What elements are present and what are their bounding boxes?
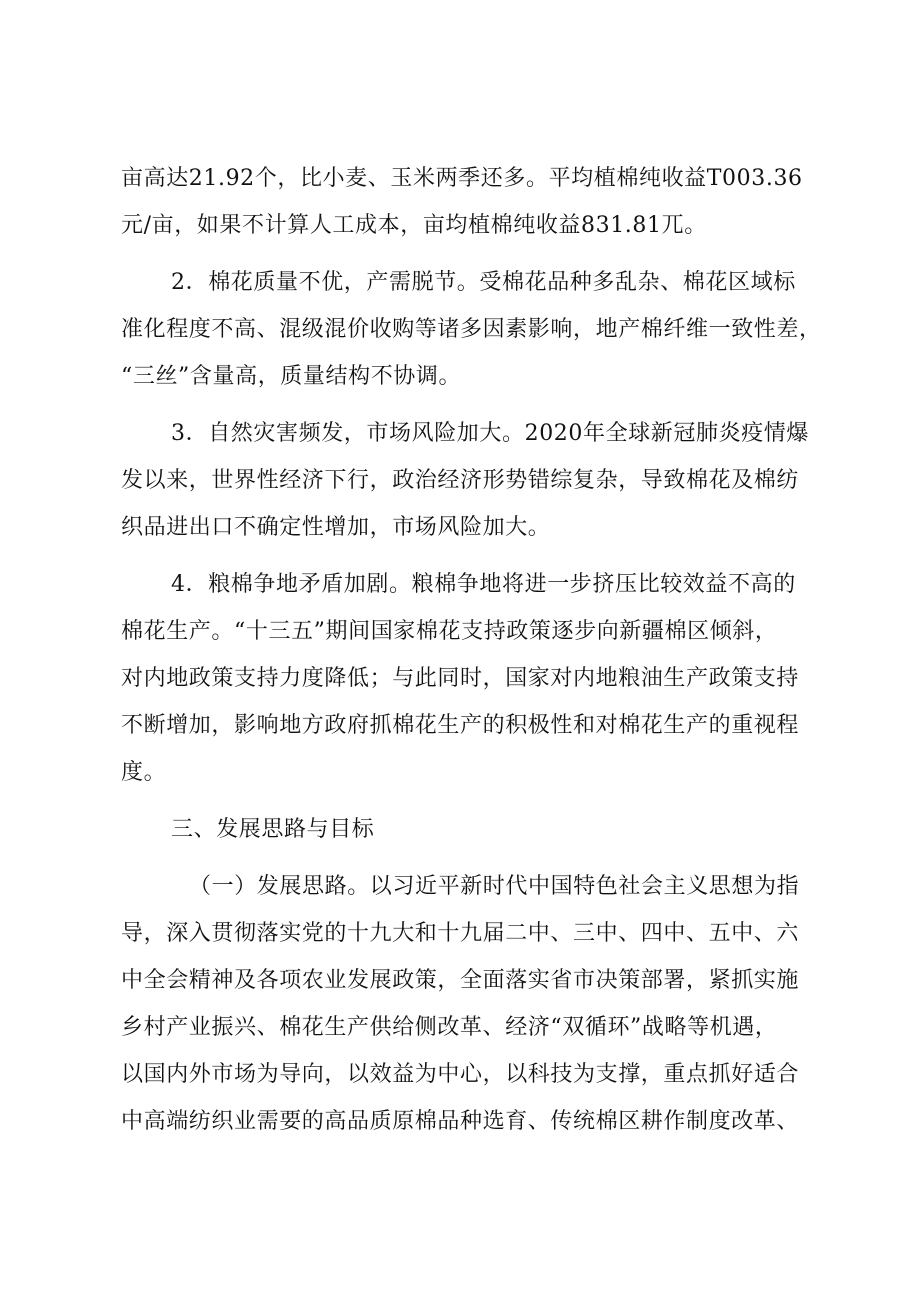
section-heading: 三、发展思路与目标	[171, 817, 375, 842]
subsection-heading-line: （一）发展思路。以习近平新时代中国特色社会主义思想为指	[189, 874, 800, 899]
paragraph-4-heading-line: 4．粮棉争地矛盾加剧。粮棉争地将进一步挤压比较效益不高的	[171, 572, 796, 597]
text-line: 亩高达21.92个，比小麦、玉米两季还多。平均植棉纯收益T003.36	[121, 166, 803, 191]
paragraph-2-heading-line: 2．棉花质量不优，产需脱节。受棉花品种多乱杂、棉花区域标	[171, 270, 796, 295]
text-line: 乡村产业振兴、棉花生产供给侧改革、经济“双循环”战略等机遇，	[121, 1015, 778, 1040]
text-line: 中全会精神及各项农业发展政策，全面落实省市决策部署，紧抓实施	[121, 968, 800, 993]
body-text	[121, 155, 822, 1145]
text-line: 不断增加，影响地方政府抓棉花生产的积极性和对棉花生产的重视程	[121, 713, 800, 738]
text-line: 对内地政策支持力度降低；与此同时，国家对内地粮油生产政策支持	[121, 666, 800, 691]
text-line: 中高端纺织业需要的高品质原棉品种选育、传统棉区耕作制度改革、	[121, 1109, 800, 1134]
text-line: 准化程度不高、混级混价收购等诸多因素影响，地产棉纤维一致性差，	[121, 317, 822, 342]
text-line: 度。	[121, 760, 167, 785]
text-line: 元/亩，如果不计算人工成本，亩均植棉纯收益831.81兀。	[121, 213, 707, 238]
text-line: 以国内外市场为导向，以效益为中心，以科技为支撑，重点抓好适合	[121, 1062, 800, 1087]
text-line: 织品进出口不确定性增加，市场风险加大。	[121, 515, 551, 540]
text-line: “三丝”含量高，质量结构不协调。	[121, 364, 462, 389]
text-line: 导，深入贯彻落实党的十九大和十九届二中、三中、四中、五中、六	[121, 921, 800, 946]
text-line: 棉花生产。“十三五”期间国家棉花支持政策逐步向新疆棉区倾斜，	[121, 619, 778, 644]
text-line: 发以来，世界性经济下行，政治经济形势错综复杂，导致棉花及棉纺	[121, 468, 800, 493]
paragraph-3-heading-line: 3．自然灾害频发，市场风险加大。2020年全球新冠肺炎疫情爆	[171, 421, 809, 446]
